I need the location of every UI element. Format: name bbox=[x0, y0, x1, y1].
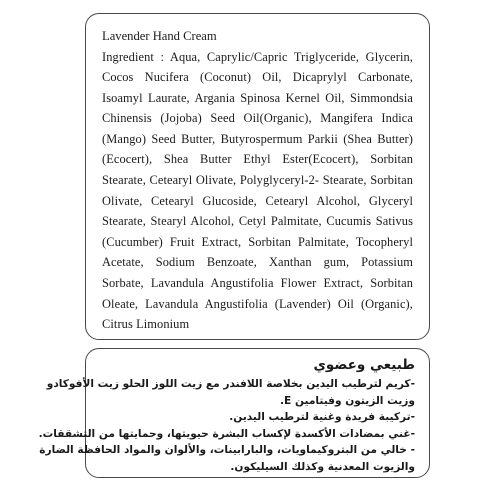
arabic-line-2: وزيت الزيتون وفيتامين E. bbox=[280, 394, 415, 407]
arabic-line-6: والزيوت المعدنية وكذلك السيليكون. bbox=[230, 460, 415, 473]
product-title: Lavender Hand Cream bbox=[102, 29, 217, 43]
arabic-line-4: -غني بمضادات الأكسدة لإكساب البشرة حيويتها، وحمايتها من التشققات. bbox=[38, 427, 415, 440]
arabic-title: طبيعي وعضوي bbox=[313, 357, 415, 373]
arabic-description-panel bbox=[38, 348, 430, 478]
ingredients-text: Ingredient : Aqua, Caprylic/Capric Triglyceride, Glycerin, Cocos Nucifera (Coconut) Oil, Dicaprylyl Carbonate, Isoamyl Laurate, Argania Spinosa Kernel Oil, Simmondsia Chinensis (Jojoba) Seed Oil(Organic), Mangifera Indica (Mango) Seed Butter, Butyrospermum Parkii (Shea Butter)(Ecocert), Shea Butter Ethyl Ester(Ecocert), Sorbitan Stearate, Cetearyl Olivate, Polyglyceryl-2- Stearate, Sorbitan Olivate, Cetearyl Glucoside, Cetearyl Alcohol, Glyceryl Stearate, Stearyl Alcohol, Cetyl Palmitate, Cucumis Sativus (Cucumber) Fruit Extract, Sorbitan Palmitate, Tocopheryl Acetate, Sodium Benzoate, Xanthan gum, Potassium Sorbate, Lavandula Angustifolia Flower Extract, Sorbitan Oleate, Lavandula Angustifolia (Lavender) Oil (Organic), Citrus Limonium bbox=[102, 49, 413, 332]
arabic-line-3: -تركيبة فريدة وغنية لترطيب اليدين. bbox=[229, 411, 415, 424]
arabic-line-5: - خالي من البتروكيماويات، والبارابينات، والألوان والمواد الحافظة الضارة bbox=[39, 444, 415, 457]
english-ingredients-panel bbox=[85, 13, 430, 340]
arabic-line-1: -كريم لترطيب اليدين بخلاصة اللافندر مع زيت اللوز الحلو زيت الأفوكادو bbox=[46, 378, 415, 390]
